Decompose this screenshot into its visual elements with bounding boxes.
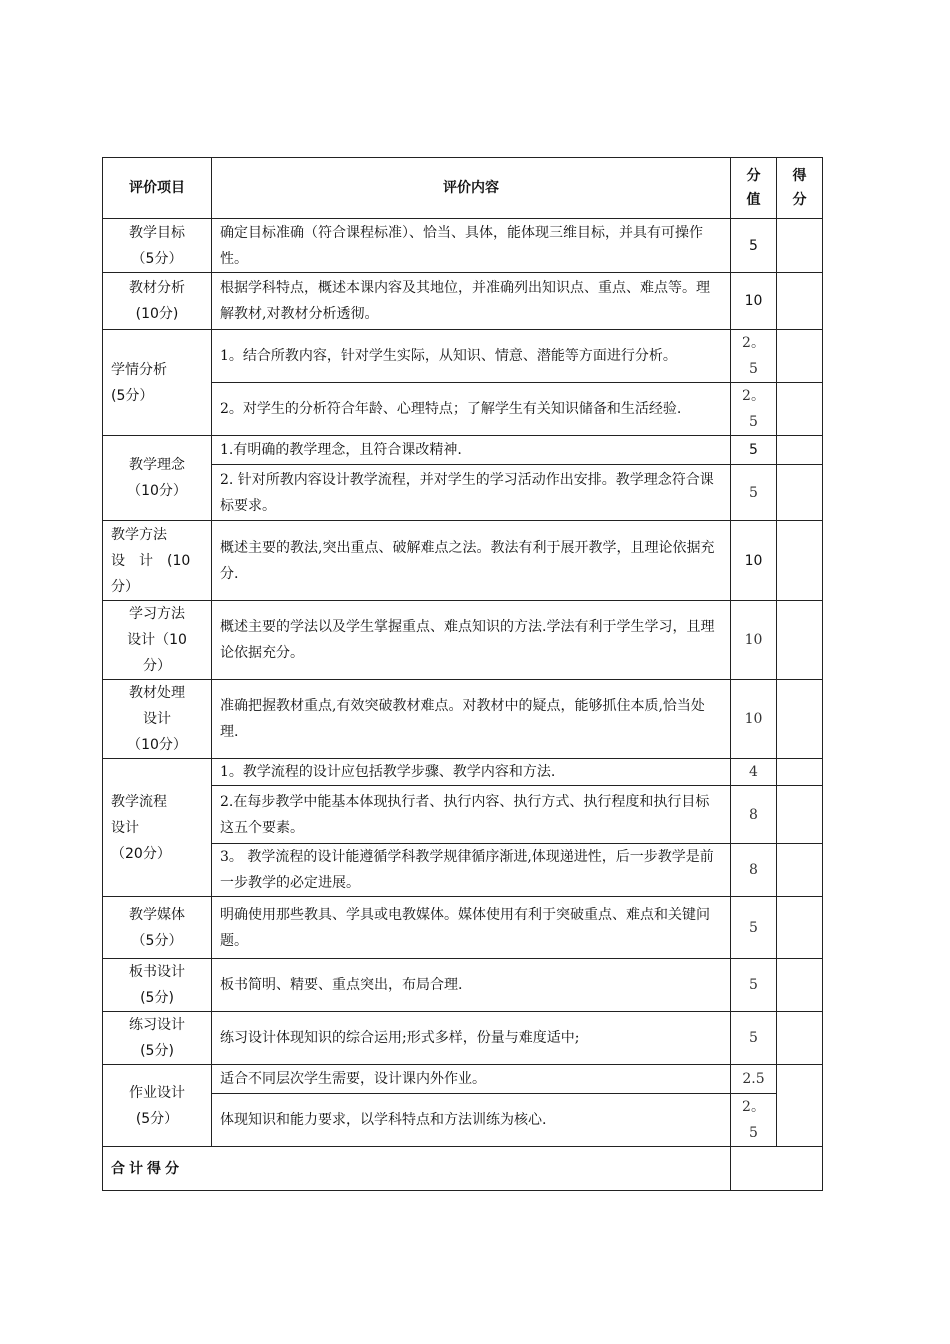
header-content: 评价内容 [212, 158, 731, 219]
table-row [103, 521, 823, 601]
row-content: 1.有明确的教学理念，且符合课改精神. [212, 436, 731, 465]
row-got-cell[interactable] [777, 383, 823, 436]
row-score: 2。5 [731, 383, 777, 436]
table-row [103, 601, 823, 680]
row-content: 明确使用那些教具、学具或电教媒体。媒体使用有利于突破重点、难点和关键问题。 [212, 897, 731, 959]
row-score: 8 [731, 786, 777, 844]
row-item: 教材处理 设计 （10分） [103, 680, 212, 759]
row-content: 2.在每步教学中能基本体现执行者、执行内容、执行方式、执行程度和执行目标这五个要素。 [212, 786, 731, 844]
row-content: 根据学科特点，概述本课内容及其地位，并准确列出知识点、重点、难点等。理解教材,对教材分析透彻。 [212, 273, 731, 330]
row-content: 板书简明、精要、重点突出，布局合理. [212, 959, 731, 1012]
table-row [103, 897, 823, 959]
row-item: 学情分析 (5分） [103, 330, 212, 436]
total-row [103, 1147, 823, 1191]
header-got: 得分 [777, 158, 823, 219]
row-content: 概述主要的学法以及学生掌握重点、难点知识的方法.学法有利于学生学习，且理论依据充分。 [212, 601, 731, 680]
row-content: 适合不同层次学生需要，设计课内外作业。 [212, 1065, 731, 1094]
row-content: 体现知识和能力要求，以学科特点和方法训练为核心. [212, 1094, 731, 1147]
row-score: 2.5 [731, 1065, 777, 1094]
row-got-cell[interactable] [777, 897, 823, 959]
row-score: 5 [731, 1012, 777, 1065]
row-item: 教学方法 设 计 (10 分） [103, 521, 212, 601]
table-row [103, 759, 823, 786]
row-score: 10 [731, 273, 777, 330]
table-row [103, 1012, 823, 1065]
row-item: 板书设计 (5分) [103, 959, 212, 1012]
row-item: 教学媒体 （5分） [103, 897, 212, 959]
row-score: 5 [731, 219, 777, 273]
row-got-cell[interactable] [777, 436, 823, 465]
row-content: 概述主要的教法,突出重点、破解难点之法。教法有利于展开教学，且理论依据充分. [212, 521, 731, 601]
row-score: 5 [731, 959, 777, 1012]
row-score: 10 [731, 601, 777, 680]
row-got-cell[interactable] [777, 759, 823, 786]
table-row [103, 330, 823, 383]
row-got-cell[interactable] [777, 1065, 823, 1147]
row-item: 作业设计 (5分） [103, 1065, 212, 1147]
row-content: 练习设计体现知识的综合运用;形式多样，份量与难度适中; [212, 1012, 731, 1065]
row-content: 确定目标准确（符合课程标准）、恰当、具体，能体现三维目标，并具有可操作性。 [212, 219, 731, 273]
total-label: 合计得分 [103, 1147, 731, 1191]
row-item: 学习方法 设计（10 分） [103, 601, 212, 680]
row-score: 2。5 [731, 330, 777, 383]
row-content: 准确把握教材重点,有效突破教材难点。对教材中的疑点，能够抓住本质,恰当处理. [212, 680, 731, 759]
row-got-cell[interactable] [777, 844, 823, 897]
header-item: 评价项目 [103, 158, 212, 219]
row-content: 3。 教学流程的设计能遵循学科教学规律循序渐进,体现递进性，后一步教学是前一步教学的必定进展。 [212, 844, 731, 897]
row-score: 5 [731, 897, 777, 959]
row-score: 5 [731, 436, 777, 465]
row-score: 8 [731, 844, 777, 897]
row-score: 4 [731, 759, 777, 786]
evaluation-table [102, 157, 823, 1191]
row-score: 2。5 [731, 1094, 777, 1147]
table-row [103, 959, 823, 1012]
row-got-cell[interactable] [777, 1012, 823, 1065]
row-content: 2. 针对所教内容设计教学流程，并对学生的学习活动作出安排。教学理念符合课标要求。 [212, 465, 731, 521]
row-content: 1。教学流程的设计应包括教学步骤、教学内容和方法. [212, 759, 731, 786]
row-got-cell[interactable] [777, 273, 823, 330]
row-content: 1。结合所教内容，针对学生实际，从知识、情意、潜能等方面进行分析。 [212, 330, 731, 383]
table-row [103, 680, 823, 759]
table-header-row [103, 158, 823, 219]
row-got-cell[interactable] [777, 330, 823, 383]
row-got-cell[interactable] [777, 786, 823, 844]
row-got-cell[interactable] [777, 601, 823, 680]
row-got-cell[interactable] [777, 959, 823, 1012]
row-score: 10 [731, 680, 777, 759]
row-got-cell[interactable] [777, 680, 823, 759]
table-row [103, 273, 823, 330]
row-got-cell[interactable] [777, 465, 823, 521]
row-score: 10 [731, 521, 777, 601]
row-item: 教学目标 （5分） [103, 219, 212, 273]
row-item: 教学理念 （10分） [103, 436, 212, 521]
row-score: 5 [731, 465, 777, 521]
table-row [103, 436, 823, 465]
row-item: 练习设计 (5分) [103, 1012, 212, 1065]
row-got-cell[interactable] [777, 219, 823, 273]
row-content: 2。对学生的分析符合年龄、心理特点；了解学生有关知识储备和生活经验. [212, 383, 731, 436]
header-score: 分值 [731, 158, 777, 219]
row-item: 教学流程 设计 （20分） [103, 759, 212, 897]
table-row [103, 1065, 823, 1094]
row-item: 教材分析 (10分) [103, 273, 212, 330]
table-row [103, 219, 823, 273]
total-score-cell[interactable] [731, 1147, 823, 1191]
row-got-cell[interactable] [777, 521, 823, 601]
